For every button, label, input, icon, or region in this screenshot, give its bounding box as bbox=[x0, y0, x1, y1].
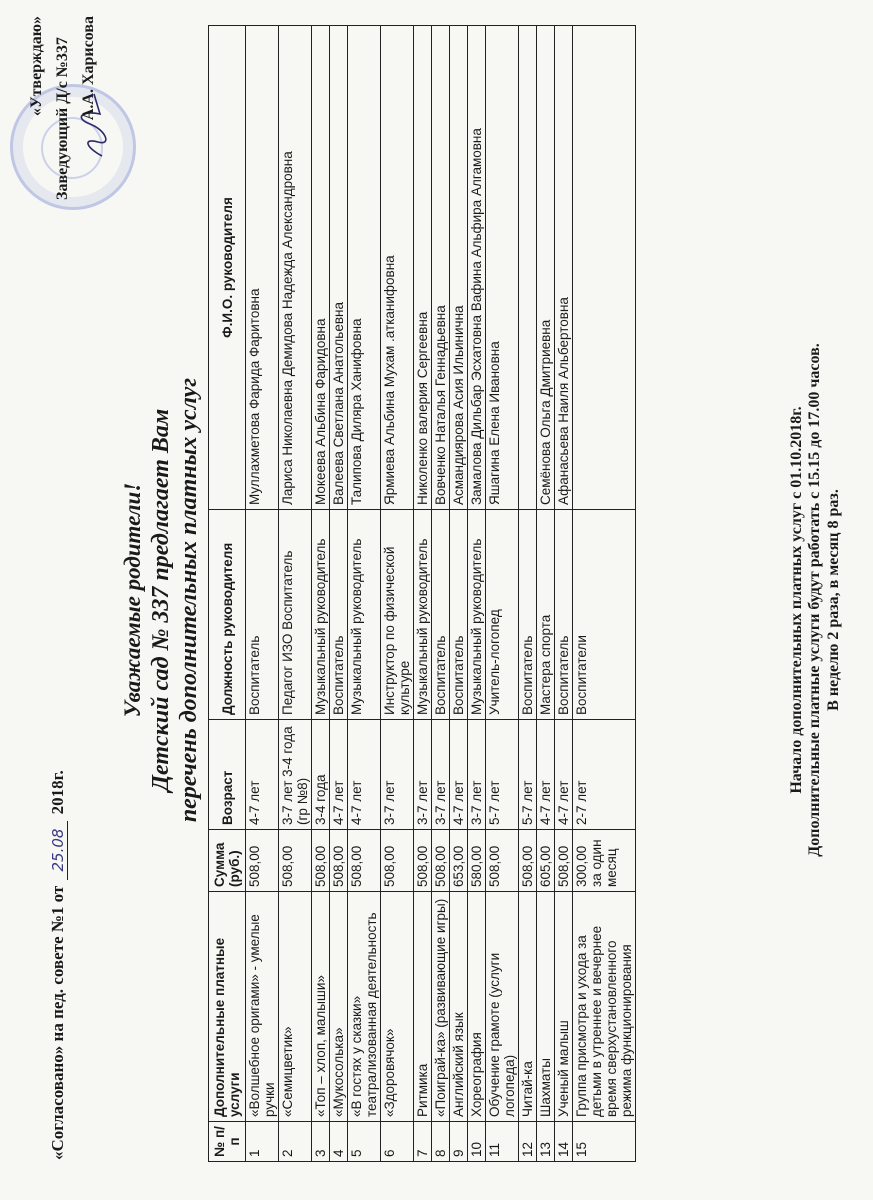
cell-position: Воспитатель bbox=[555, 510, 573, 720]
cell-num: 15 bbox=[573, 1122, 636, 1162]
cell-num: 2 bbox=[279, 1122, 312, 1162]
cell-name: Семёнова Ольга Дмитриевна bbox=[537, 26, 555, 510]
cell-name: Яшагина Елена Ивановна bbox=[486, 26, 519, 510]
cell-service: Обучение грамоте (услуги логопеда) bbox=[486, 892, 519, 1122]
agreed-prefix: «Согласовано» на пед. совете №1 от bbox=[48, 885, 67, 1160]
cell-service: Хореография bbox=[468, 892, 486, 1122]
col-header-num: № п/п bbox=[209, 1122, 246, 1162]
cell-num: 7 bbox=[414, 1122, 432, 1162]
table-row bbox=[450, 26, 468, 1162]
cell-name: Николенко валерия Сергеевна bbox=[414, 26, 432, 510]
cell-price: 508,00 bbox=[555, 830, 573, 892]
table-row bbox=[381, 26, 414, 1162]
title-line-3: перечень дополнительных платных услуг bbox=[176, 377, 202, 823]
cell-num: 12 bbox=[519, 1122, 537, 1162]
cell-price: 508,00 bbox=[381, 830, 414, 892]
services-table bbox=[208, 25, 636, 1162]
cell-name: Асмандиярова Асия Ильинична bbox=[450, 26, 468, 510]
cell-service: «Мукосолька» bbox=[330, 892, 348, 1122]
cell-service: «Топ – хлоп, малыши» bbox=[312, 892, 330, 1122]
cell-name: Ярмиева Альбина Мухам .атканифовна bbox=[381, 26, 414, 510]
col-header-age: Возраст bbox=[209, 720, 246, 830]
cell-age: 4-7 лет bbox=[348, 720, 381, 830]
cell-age: 5-7 лет bbox=[486, 720, 519, 830]
cell-position: Музыкальный руководитель bbox=[348, 510, 381, 720]
title-line-2: Детский сад № 337 предлагает Вам bbox=[148, 408, 174, 792]
cell-age: 3-7 лет bbox=[468, 720, 486, 830]
table-row bbox=[246, 26, 279, 1162]
col-header-name: Ф.И.О. руководителя bbox=[209, 26, 246, 510]
cell-position: Музыкальный руководитель bbox=[312, 510, 330, 720]
approve-line-3: А.А. Харисова bbox=[80, 16, 97, 121]
cell-service: «Поиграй-ка» (развивающие игры) bbox=[432, 892, 450, 1122]
cell-age: 4-7 лет bbox=[537, 720, 555, 830]
table-row bbox=[519, 26, 537, 1162]
cell-num: 3 bbox=[312, 1122, 330, 1162]
cell-service: Ученый малыш bbox=[555, 892, 573, 1122]
cell-name: Афанасьева Наиля Альбертовна bbox=[555, 26, 573, 510]
table-row bbox=[432, 26, 450, 1162]
agreed-year: 2018г. bbox=[48, 770, 67, 815]
table-row bbox=[573, 26, 636, 1162]
cell-num: 9 bbox=[450, 1122, 468, 1162]
cell-price: 508,00 bbox=[330, 830, 348, 892]
col-header-price: Сумма (руб.) bbox=[209, 830, 246, 892]
cell-service: «В гостях у сказки» театрализованная деятельность bbox=[348, 892, 381, 1122]
cell-position: Музыкальный руководитель bbox=[468, 510, 486, 720]
cell-price: 508,00 bbox=[312, 830, 330, 892]
cell-num: 5 bbox=[348, 1122, 381, 1162]
cell-price: 508,00 bbox=[414, 830, 432, 892]
cell-name: Валеева Светлана Анатольевна bbox=[330, 26, 348, 510]
cell-num: 11 bbox=[486, 1122, 519, 1162]
table-body bbox=[246, 26, 636, 1162]
cell-age: 4-7 лет bbox=[330, 720, 348, 830]
cell-price: 508,00 bbox=[246, 830, 279, 892]
cell-price: 508,00 bbox=[279, 830, 312, 892]
approve-line-2: Заведующий Д/с №337 bbox=[54, 37, 71, 200]
cell-position: Воспитатели bbox=[573, 510, 636, 720]
table-header-row bbox=[209, 26, 246, 1162]
cell-num: 13 bbox=[537, 1122, 555, 1162]
cell-num: 1 bbox=[246, 1122, 279, 1162]
cell-age: 3-7 лет bbox=[432, 720, 450, 830]
agreed-line bbox=[48, 770, 68, 1160]
cell-service: «Здоровячок» bbox=[381, 892, 414, 1122]
cell-num: 14 bbox=[555, 1122, 573, 1162]
cell-price: 653,00 bbox=[450, 830, 468, 892]
cell-service: «Волшебное оригами» - умелые ручки bbox=[246, 892, 279, 1122]
cell-price: 508,00 bbox=[486, 830, 519, 892]
footer-line-3: В неделю 2 раза, в месяц 8 раз. bbox=[825, 489, 842, 711]
cell-price: 508,00 bbox=[348, 830, 381, 892]
cell-position: Воспитатель bbox=[330, 510, 348, 720]
cell-position: Мастера спорта bbox=[537, 510, 555, 720]
cell-service: Шахматы bbox=[537, 892, 555, 1122]
cell-position: Учитель-логопед bbox=[486, 510, 519, 720]
cell-service: «Семицветик» bbox=[279, 892, 312, 1122]
cell-num: 8 bbox=[432, 1122, 450, 1162]
cell-price: 300,00 за один месяц bbox=[573, 830, 636, 892]
cell-price: 605,00 bbox=[537, 830, 555, 892]
table-row bbox=[312, 26, 330, 1162]
cell-name: Талипова Диляра Ханифовна bbox=[348, 26, 381, 510]
cell-name: Замалова Дильбар Эсхатовна Вафина Альфира Алгамовна bbox=[468, 26, 486, 510]
table-row bbox=[279, 26, 312, 1162]
table-row bbox=[348, 26, 381, 1162]
table-row bbox=[537, 26, 555, 1162]
cell-name: Муллахметова Фарида Фаритовна bbox=[246, 26, 279, 510]
cell-age: 2-7 лет bbox=[573, 720, 636, 830]
approve-line-1: «Утверждаю» bbox=[28, 16, 45, 117]
cell-position: Воспитатель bbox=[432, 510, 450, 720]
cell-position: Воспитатель bbox=[519, 510, 537, 720]
table-row bbox=[330, 26, 348, 1162]
cell-name bbox=[519, 26, 537, 510]
cell-price: 580,00 bbox=[468, 830, 486, 892]
title-line-1: Уважаемые родители! bbox=[120, 482, 145, 718]
cell-position: Воспитатель bbox=[450, 510, 468, 720]
approve-block bbox=[24, 10, 102, 200]
cell-position: Инструктор по физической культуре bbox=[381, 510, 414, 720]
cell-age: 5-7 лет bbox=[519, 720, 537, 830]
table-row bbox=[468, 26, 486, 1162]
cell-price: 508,00 bbox=[432, 830, 450, 892]
cell-service: Читай-ка bbox=[519, 892, 537, 1122]
cell-age: 4-7 лет bbox=[450, 720, 468, 830]
table-row bbox=[414, 26, 432, 1162]
cell-age: 4-7 лет bbox=[246, 720, 279, 830]
cell-position: Воспитатель bbox=[246, 510, 279, 720]
cell-position: Музыкальный руководитель bbox=[414, 510, 432, 720]
col-header-position: Должность руководителя bbox=[209, 510, 246, 720]
cell-name bbox=[573, 26, 636, 510]
cell-num: 10 bbox=[468, 1122, 486, 1162]
table-row bbox=[486, 26, 519, 1162]
cell-name: Вовченко Наталья Геннадьевна bbox=[432, 26, 450, 510]
cell-age: 3-4 года bbox=[312, 720, 330, 830]
footer-line-2: Дополнительные платные услуги будут работать с 15.15 до 17.00 часов. bbox=[806, 343, 823, 857]
cell-age: 3-7 лет bbox=[414, 720, 432, 830]
cell-service: Ритмика bbox=[414, 892, 432, 1122]
cell-num: 4 bbox=[330, 1122, 348, 1162]
footer-line-1: Начало дополнительных платных услуг с 01.10.2018г. bbox=[788, 406, 805, 794]
cell-age: 3-7 лет 3-4 года (гр №8) bbox=[279, 720, 312, 830]
col-header-service: Дополнительные платные услуги bbox=[209, 892, 246, 1122]
table-row bbox=[555, 26, 573, 1162]
cell-service: Группа присмотра и ухода за детьми в утреннее и вечернее время сверхустановленного режима функционирования bbox=[573, 892, 636, 1122]
cell-service: Английский язык bbox=[450, 892, 468, 1122]
cell-name: Мокеева Альбина Фаридовна bbox=[312, 26, 330, 510]
cell-position: Педагог ИЗО Воспитатель bbox=[279, 510, 312, 720]
agreed-date-handwritten: 25.08 bbox=[49, 821, 68, 880]
cell-age: 4-7 лет bbox=[555, 720, 573, 830]
cell-name: Лариса Николаевна Демидова Надежда Александровна bbox=[279, 26, 312, 510]
cell-num: 6 bbox=[381, 1122, 414, 1162]
cell-age: 3-7 лет bbox=[381, 720, 414, 830]
cell-price: 508,00 bbox=[519, 830, 537, 892]
